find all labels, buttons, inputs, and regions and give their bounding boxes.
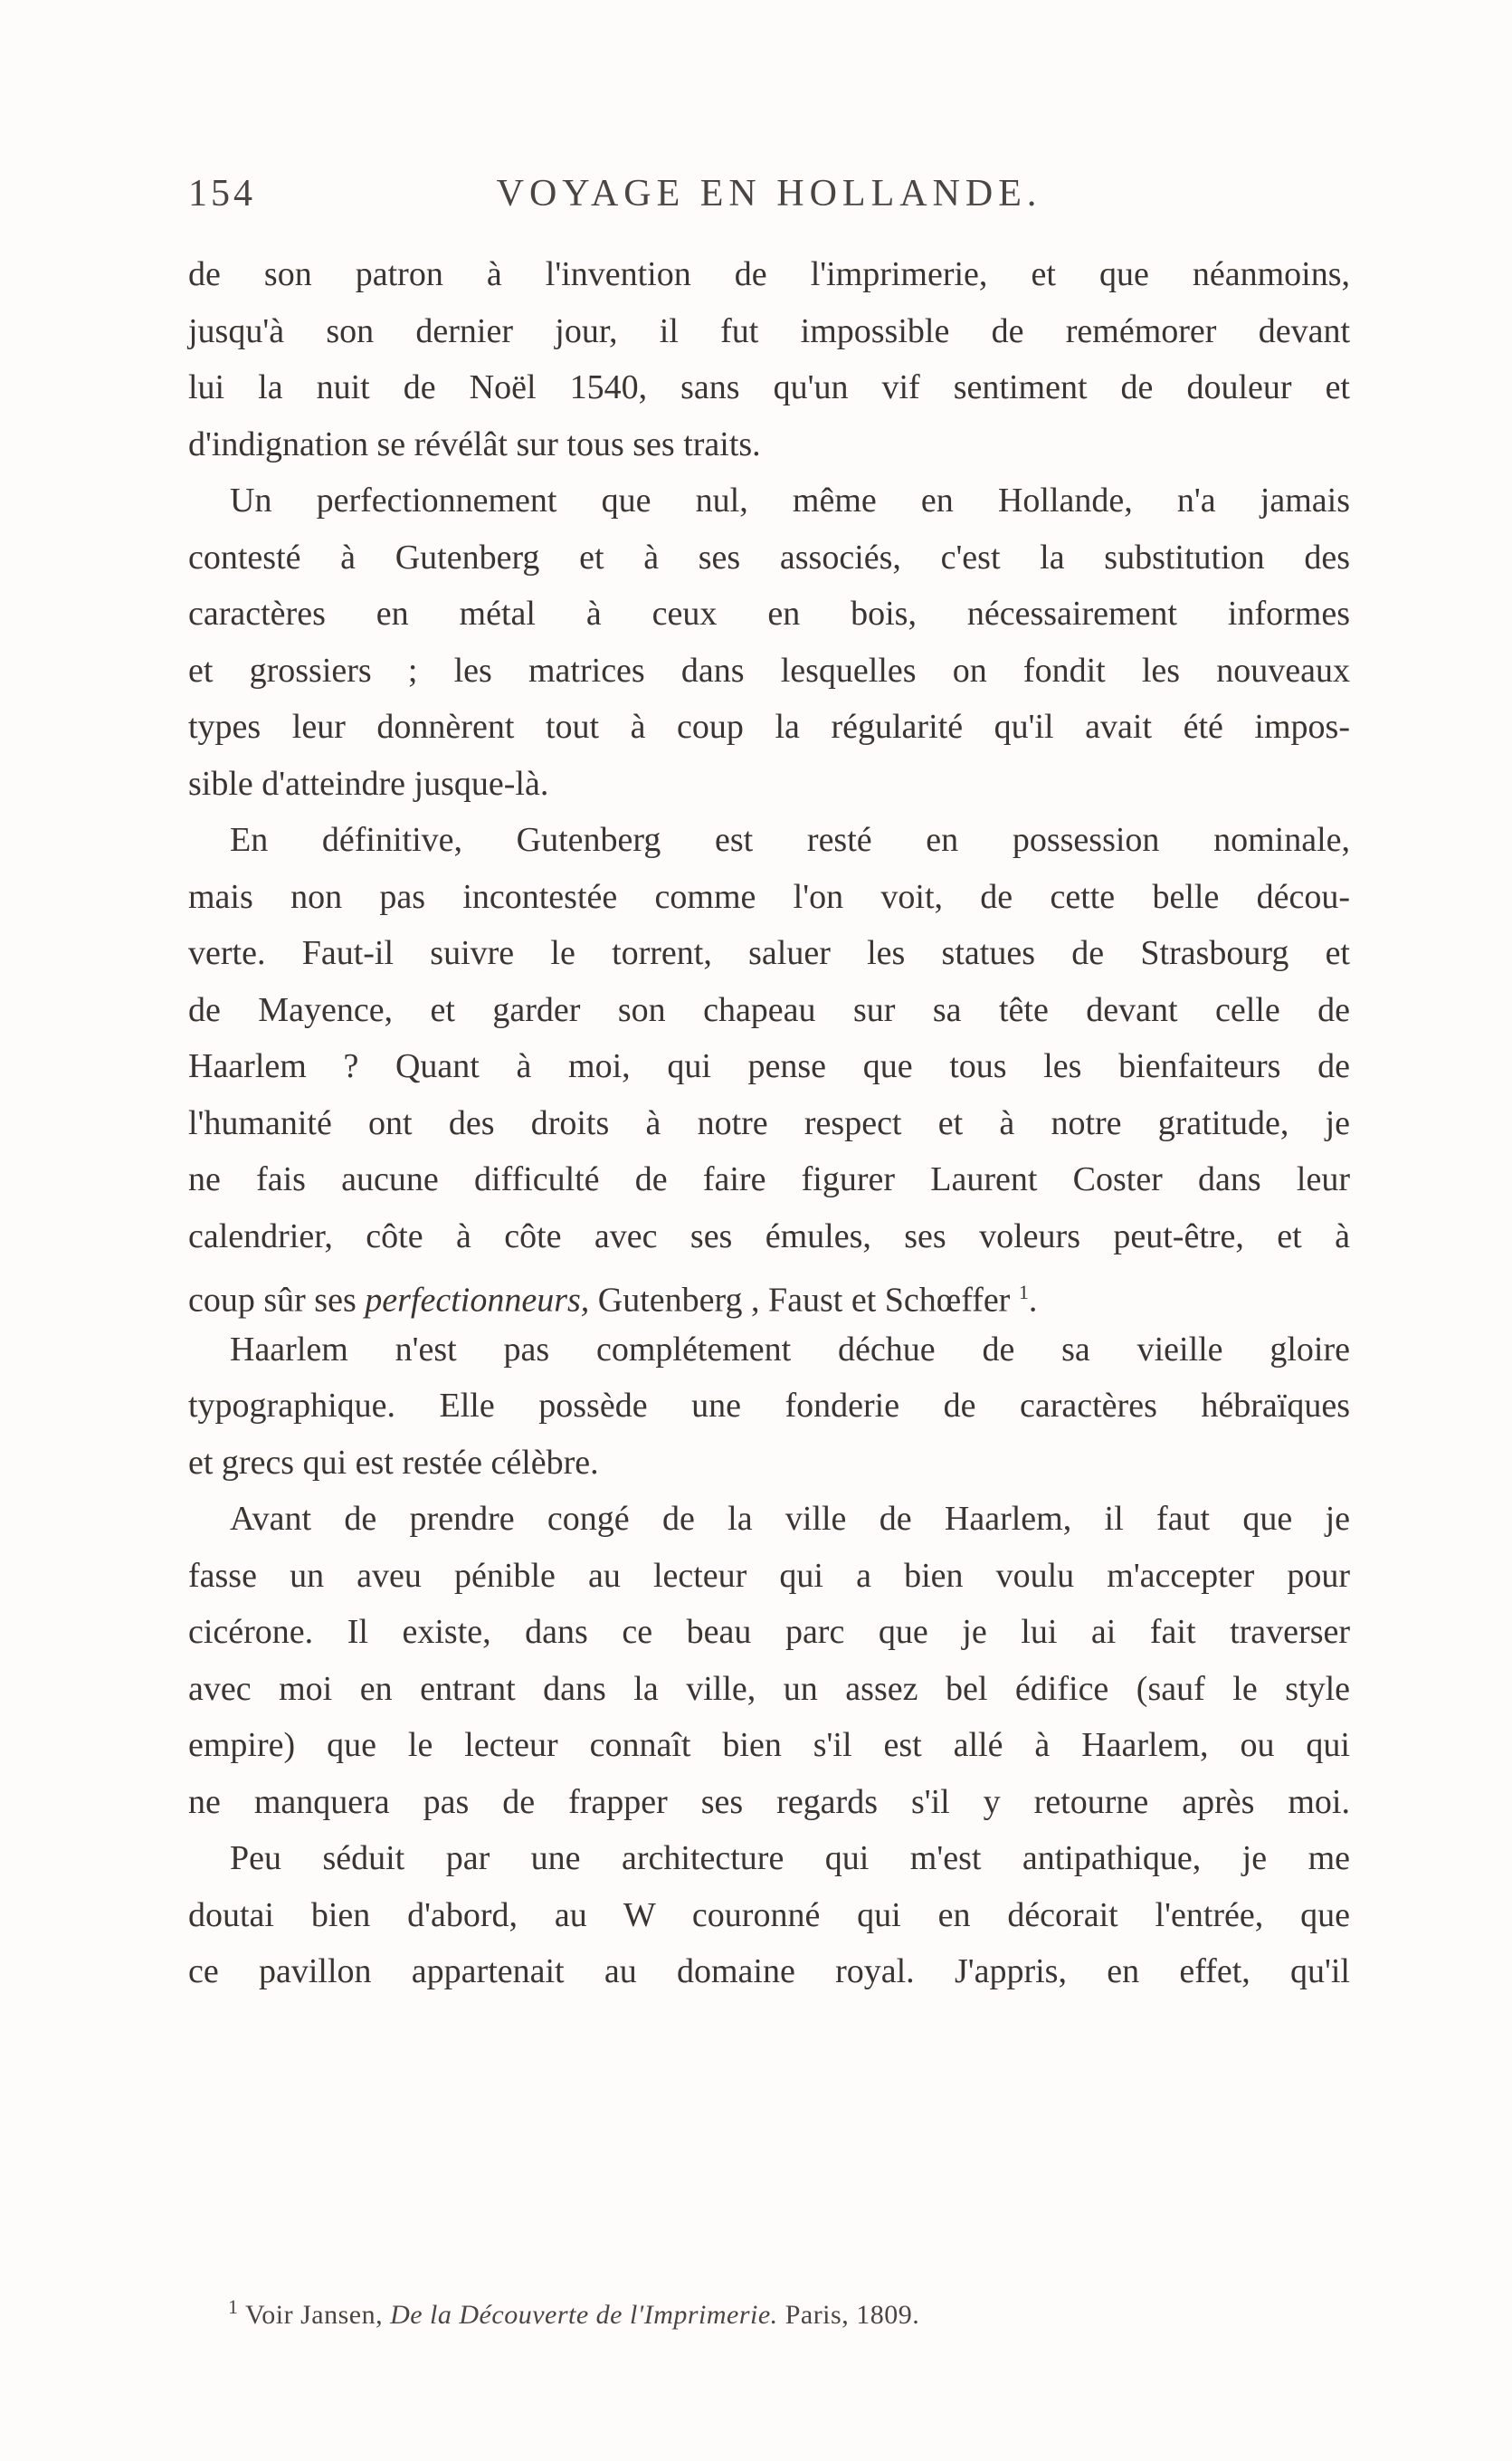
text-line: empire) que le lecteur connaît bien s'il est allé à Haarlem, ou qui	[188, 1726, 1350, 1764]
text-line: de Mayence, et garder son chapeau sur sa tête devant celle de	[188, 990, 1350, 1029]
text-line: calendrier, côte à côte avec ses émules, ses voleurs peut-être, et à	[188, 1216, 1350, 1255]
text-line: avec moi en entrant dans la ville, un assez bel édifice (sauf le style	[188, 1669, 1350, 1708]
footnote-title: De la Découverte de l'Imprimerie.	[390, 2300, 778, 2330]
text-line: contesté à Gutenberg et à ses associés, c'est la substitution des	[188, 538, 1350, 577]
text-line: d'indignation se révélât sur tous ses traits.	[188, 424, 761, 463]
text-line: Un perfectionnement que nul, même en Hollande, n'a jamais	[230, 482, 1350, 520]
text-fragment: .	[1028, 1281, 1038, 1320]
text-line: verte. Faut-il suivre le torrent, saluer les statues de Strasbourg et	[188, 934, 1350, 972]
text-line: ne manquera pas de frapper ses regards s'il y retourne après moi.	[188, 1782, 1350, 1821]
text-line: ce pavillon appartenait au domaine royal. J'appris, en effet, qu'il	[188, 1952, 1350, 1990]
text-line: sible d'atteindre jusque-là.	[188, 764, 549, 803]
footnote	[228, 2295, 919, 2331]
text-line: Haarlem ? Quant à moi, qui pense que tous les bienfaiteurs de	[188, 1047, 1350, 1085]
running-title: VOYAGE EN HOLLANDE.	[496, 173, 1042, 215]
text-line: typographique. Elle possède une fonderie de caractères hébraïques	[188, 1387, 1350, 1425]
footnote-suffix: Paris, 1809.	[785, 2300, 920, 2330]
text-line: En définitive, Gutenberg est resté en possession nominale,	[230, 821, 1350, 859]
text-line: cicérone. Il existe, dans ce beau parc que je lui ai fait traverser	[188, 1613, 1350, 1651]
page-number: 154	[188, 173, 256, 215]
footnote-reference[interactable]: 1	[1018, 1281, 1029, 1303]
text-line: Avant de prendre congé de la ville de Haarlem, il faut que je	[230, 1500, 1350, 1538]
text-line: fasse un aveu pénible au lecteur qui a bien voulu m'accepter pour	[188, 1556, 1350, 1595]
text-line: jusqu'à son dernier jour, il fut impossible de remémorer devant	[188, 311, 1350, 350]
body-text	[188, 246, 1350, 2000]
text-line: et grecs qui est restée célèbre.	[188, 1443, 599, 1482]
text-line: lui la nuit de Noël 1540, sans qu'un vif sentiment de douleur et	[188, 368, 1350, 406]
text-line: Peu séduit par une architecture qui m'est antipathique, je me	[230, 1839, 1350, 1877]
text-line: de son patron à l'invention de l'imprimerie, et que néanmoins,	[188, 255, 1350, 293]
text-line: types leur donnèrent tout à coup la régularité qu'il avait été impos-	[188, 708, 1350, 746]
text-line: Haarlem n'est pas complétement déchue de sa vieille gloire	[230, 1330, 1350, 1369]
text-fragment: Gutenberg , Faust et Schœffer	[597, 1281, 1011, 1320]
footnote-mark: 1	[228, 2295, 239, 2318]
page-header	[188, 172, 1350, 226]
text-line-with-note	[188, 1264, 1350, 1321]
book-page	[188, 172, 1350, 2000]
text-line: ne fais aucune difficulté de faire figurer Laurent Coster dans leur	[188, 1160, 1350, 1198]
text-line: mais non pas incontestée comme l'on voit, de cette belle décou-	[188, 877, 1350, 916]
text-line: doutai bien d'abord, au W couronné qui en décorait l'entrée, que	[188, 1895, 1350, 1934]
footnote-prefix: Voir Jansen,	[244, 2300, 384, 2330]
text-line: caractères en métal à ceux en bois, nécessairement informes	[188, 595, 1350, 633]
text-line: et grossiers ; les matrices dans lesquelles on fondit les nouveaux	[188, 651, 1350, 690]
text-fragment: coup sûr ses	[188, 1281, 357, 1320]
text-line: l'humanité ont des droits à notre respect et à notre gratitude, je	[188, 1103, 1350, 1142]
italic-word: perfectionneurs,	[365, 1281, 590, 1320]
